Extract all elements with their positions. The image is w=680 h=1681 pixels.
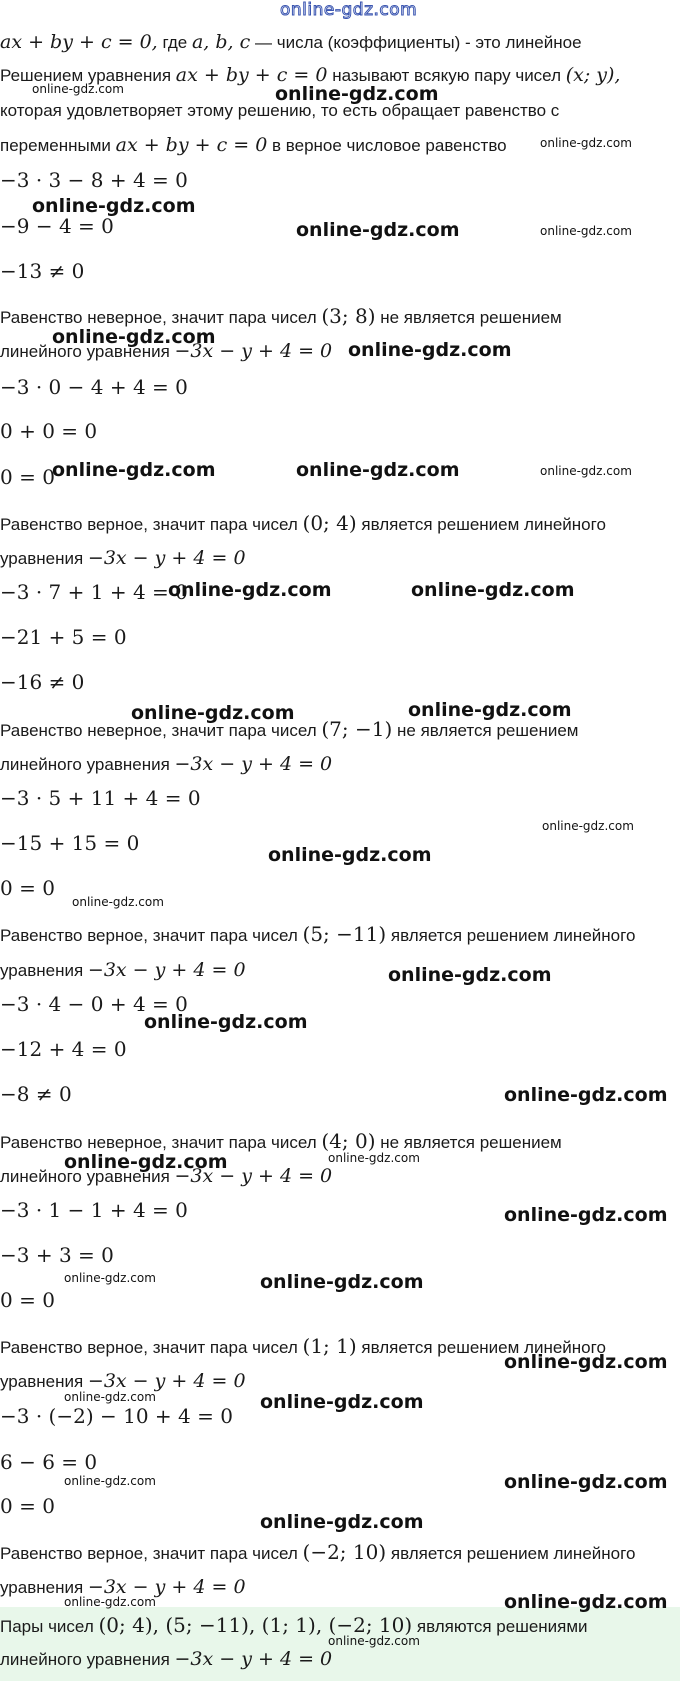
watermark: online-gdz.com: [52, 326, 216, 348]
conclusion-text: уравнения: [0, 1578, 88, 1597]
conclusion-text: уравнения: [0, 549, 88, 568]
conclusion-text: уравнения: [0, 961, 88, 980]
conclusion-text: является решением линейного: [356, 1338, 606, 1357]
conclusion-equation: −3x − y + 4 = 0: [87, 547, 246, 569]
equation: −15 + 15 = 0: [0, 831, 140, 855]
conclusion-line: [0, 547, 246, 570]
watermark: online-gdz.com: [296, 459, 460, 481]
equation: −8 ≠ 0: [0, 1082, 72, 1106]
watermark: online-gdz.com: [504, 1084, 668, 1106]
intro-math: ax + by + c = 0,: [0, 31, 158, 53]
watermark: online-gdz.com: [52, 459, 216, 481]
answer-text: линейного уравнения: [0, 1650, 175, 1669]
equation: −3 · 5 + 11 + 4 = 0: [0, 786, 201, 810]
conclusion-text: Равенство верное, значит пара чисел: [0, 1338, 303, 1357]
conclusion-text: Равенство верное, значит пара чисел: [0, 515, 303, 534]
conclusion-equation: −3x − y + 4 = 0: [87, 959, 246, 981]
intro-math: (x; y),: [565, 64, 621, 86]
equation: 0 + 0 = 0: [0, 419, 98, 443]
conclusion-text: не является решением: [392, 721, 579, 740]
equation: −12 + 4 = 0: [0, 1037, 127, 1061]
conclusion-text: Равенство верное, значит пара чисел: [0, 1544, 303, 1563]
intro-text: переменными: [0, 136, 116, 155]
watermark: online-gdz.com: [411, 579, 575, 601]
watermark: online-gdz.com: [540, 224, 632, 238]
answer-equation: −3x − y + 4 = 0: [174, 1648, 333, 1670]
watermark: online-gdz.com: [388, 964, 552, 986]
conclusion-equation: −3x − y + 4 = 0: [87, 1370, 246, 1392]
conclusion-text: не является решением: [375, 1133, 562, 1152]
conclusion-text: Равенство неверное, значит пара чисел: [0, 1133, 322, 1152]
equation: 0 = 0: [0, 1494, 55, 1518]
conclusion-pair: (3; 8): [321, 304, 376, 328]
conclusion-equation: −3x − y + 4 = 0: [174, 340, 333, 362]
watermark: online-gdz.com: [540, 136, 632, 150]
equation: 0 = 0: [0, 465, 55, 489]
conclusion-text: линейного уравнения: [0, 342, 175, 361]
answer-pairs: (0; 4), (5; −11), (1; 1), (−2; 10): [98, 1613, 413, 1637]
conclusion-pair: (0; 4): [302, 511, 357, 535]
conclusion-line: [0, 753, 332, 776]
conclusion-equation: −3x − y + 4 = 0: [174, 753, 333, 775]
intro-line-1: [0, 31, 582, 54]
watermark: online-gdz.com: [72, 895, 164, 909]
watermark: online-gdz.com: [168, 579, 332, 601]
watermark: online-gdz.com: [64, 1595, 156, 1609]
watermark: online-gdz.com: [275, 83, 439, 105]
conclusion-text: является решением линейного: [356, 515, 606, 534]
intro-math: a, b, c: [191, 31, 251, 53]
conclusion-pair: (−2; 10): [302, 1540, 387, 1564]
equation: −13 ≠ 0: [0, 259, 85, 283]
equation: −3 · 7 + 1 + 4 = 0: [0, 580, 188, 604]
watermark: online-gdz.com: [64, 1271, 156, 1285]
conclusion-pair: (5; −11): [302, 922, 387, 946]
intro-math: ax + by + c = 0: [115, 134, 268, 156]
conclusion-line: [0, 959, 246, 982]
intro-math: ax + by + c = 0: [175, 64, 328, 86]
conclusion-text: линейного уравнения: [0, 755, 175, 774]
intro-line-4: [0, 134, 507, 157]
watermark: online-gdz.com: [64, 1390, 156, 1404]
conclusion-text: Равенство верное, значит пара чисел: [0, 926, 303, 945]
conclusion-text: является решением линейного: [386, 1544, 636, 1563]
equation: −21 + 5 = 0: [0, 625, 127, 649]
watermark: online-gdz.com: [64, 1151, 228, 1173]
watermark: online-gdz.com: [268, 844, 432, 866]
watermark: online-gdz.com: [328, 1151, 420, 1165]
conclusion-line: [0, 512, 606, 536]
intro-text: в верное числовое равенство: [267, 136, 507, 155]
equation: −16 ≠ 0: [0, 670, 85, 694]
watermark: online-gdz.com: [296, 219, 460, 241]
watermark: online-gdz.com: [64, 1474, 156, 1488]
watermark: online-gdz.com: [504, 1591, 668, 1613]
equation: 0 = 0: [0, 1288, 55, 1312]
equation: 6 − 6 = 0: [0, 1450, 98, 1474]
watermark: online-gdz.com: [260, 1391, 424, 1413]
conclusion-pair: (7; −1): [321, 717, 393, 741]
intro-text: Решением уравнения: [0, 66, 176, 85]
equation: −3 · 1 − 1 + 4 = 0: [0, 1198, 188, 1222]
intro-text: где: [157, 33, 192, 52]
watermark: online-gdz.com: [540, 464, 632, 478]
watermark: online-gdz.com: [408, 699, 572, 721]
equation: −9 − 4 = 0: [0, 214, 114, 238]
equation: −3 · 4 − 0 + 4 = 0: [0, 992, 188, 1016]
conclusion-text: уравнения: [0, 1372, 88, 1391]
equation: −3 · (−2) − 10 + 4 = 0: [0, 1404, 233, 1428]
site-logo: online-gdz.com: [280, 0, 418, 20]
conclusion-text: не является решением: [375, 308, 562, 327]
answer-text: Пары чисел: [0, 1617, 99, 1636]
equation: −3 + 3 = 0: [0, 1243, 114, 1267]
watermark: online-gdz.com: [131, 702, 295, 724]
intro-text: — числа (коэффициенты) - это линейное: [250, 33, 582, 52]
watermark: online-gdz.com: [504, 1471, 668, 1493]
conclusion-equation: −3x − y + 4 = 0: [87, 1576, 246, 1598]
watermark: online-gdz.com: [144, 1011, 308, 1033]
conclusion-text: линейного уравнения: [0, 1167, 175, 1186]
watermark: online-gdz.com: [32, 195, 196, 217]
conclusion-pair: (4; 0): [321, 1129, 376, 1153]
watermark: online-gdz.com: [328, 1634, 420, 1648]
intro-text: называют всякую пару чисел: [327, 66, 566, 85]
conclusion-text: является решением линейного: [386, 926, 636, 945]
conclusion-equation: −3x − y + 4 = 0: [174, 1165, 333, 1187]
watermark: online-gdz.com: [260, 1511, 424, 1533]
equation: −3 · 0 − 4 + 4 = 0: [0, 375, 188, 399]
equation: −3 · 3 − 8 + 4 = 0: [0, 168, 188, 192]
answer-line: [0, 1614, 588, 1638]
conclusion-text: Равенство неверное, значит пара чисел: [0, 308, 322, 327]
watermark: online-gdz.com: [32, 82, 124, 96]
watermark: online-gdz.com: [504, 1204, 668, 1226]
intro-text: которая удовлетворяет этому решению, то есть обращает равенство с: [0, 101, 560, 120]
conclusion-text: Равенство неверное, значит пара чисел: [0, 721, 322, 740]
answer-text: являются решениями: [412, 1617, 588, 1636]
watermark: online-gdz.com: [504, 1351, 668, 1373]
conclusion-pair: (1; 1): [302, 1334, 357, 1358]
watermark: online-gdz.com: [348, 339, 512, 361]
watermark: online-gdz.com: [260, 1271, 424, 1293]
conclusion-line: [0, 923, 635, 947]
conclusion-line: [0, 1541, 635, 1565]
equation: 0 = 0: [0, 876, 55, 900]
watermark: online-gdz.com: [542, 819, 634, 833]
answer-line: [0, 1648, 332, 1671]
